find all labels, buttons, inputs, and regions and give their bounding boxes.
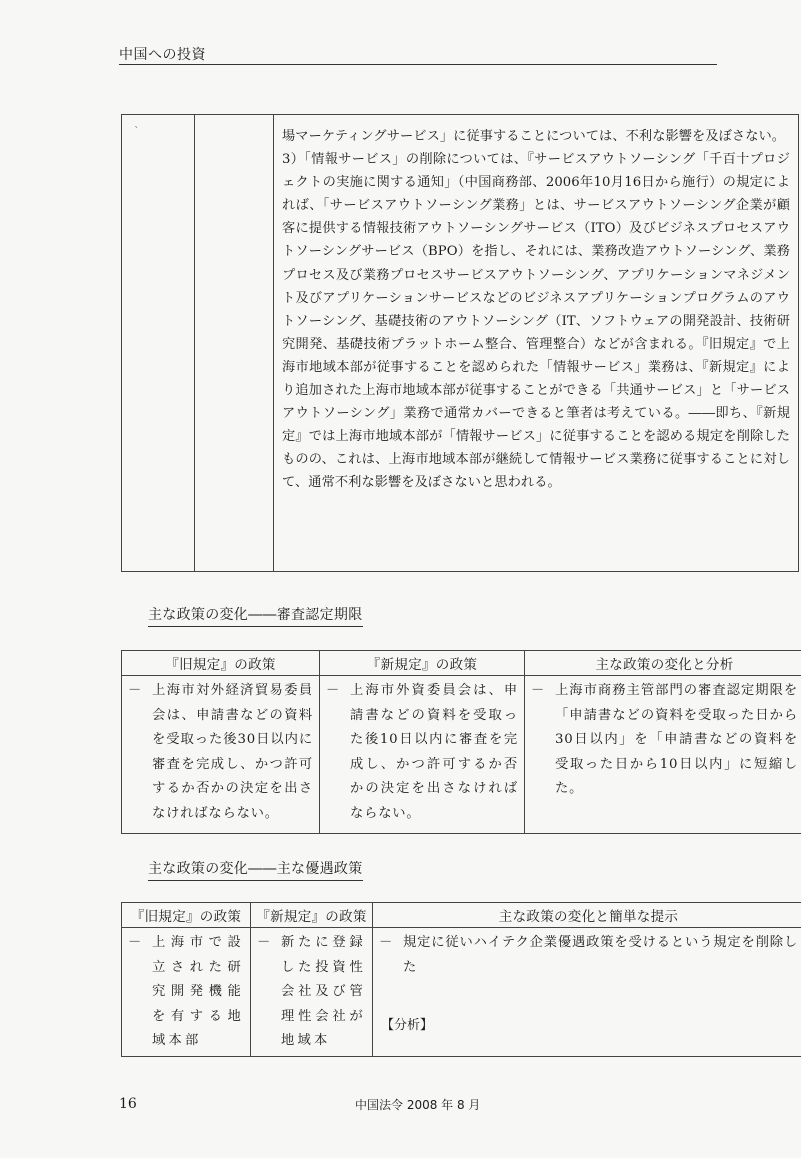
old-policy-cell <box>122 676 320 834</box>
column-header-changes: 主な政策の変化と簡単な提示 <box>373 903 801 928</box>
continuation-paragraph: 場マーケティングサービス」に従事することについては、不利な影響を及ぼさない。 <box>282 129 786 144</box>
new-policy-text: 上海市外資委員会は、申請書などの資料を受取った後10日以内に審査を完成し、かつ許可するか否かの決定を出さなければならない。 <box>350 683 518 821</box>
preferential-policy-table <box>121 902 801 1057</box>
dash-marker: － <box>379 935 393 950</box>
dash-marker: － <box>531 683 545 698</box>
section-title-preferential-policy: 主な政策の変化――主な優遇政策 <box>148 858 363 881</box>
analysis-label: 【分析】 <box>381 1018 434 1033</box>
continuation-paragraph: 3）「情報サービス」の削除については、『サービスアウトソーシング「千百十プロジェクトの実施に関する通知」（中国商務部、2006年10月16日から施行）の規定によれば、「サービスアウトソーシング業務」とは、サービスアウトソーシング企業が顧客に提供する情報技術アウトソーシングサービス（ITO）及びビジネスプロセスアウトソーシングサービス（BPO）を指し、それには、業務改造アウトソーシング、業務プロセス及び業務プロセスサービスアウトソーシング、アプリケーションマネジメント及びアプリケーションサービスなどのビジネスアプリケーションプログラムのアウトソーシング、基礎技術のアウトソーシング（IT、ソフトウェアの開発設計、技術研究開発、基礎技術プラットホーム整合、管理整合）などが含まれる。『旧規定』で上海市地域本部が従事することを認められた「情報サービス」業務は、『新規定』により追加された上海市地域本部が従事することができる「共通サービス」と「サービスアウトソーシング」業務で通常カバーできると筆者は考えている。――即ち、『新規定』では上海市地域本部が「情報サービス」に従事することを認める規定を削除したものの、これは、上海市地域本部が継続して情報サービス業務に従事することに対して、通常不利な影響を及ぼさないと思われる。 <box>282 152 790 491</box>
header-rule <box>119 64 717 65</box>
continuation-col-old <box>122 115 195 572</box>
old-policy-text: 上海市対外経済貿易委員会は、申請書などの資料を受取った後30日以内に審査を完成し、かつ許可するか否かの決定を出さなければならない。 <box>152 683 313 821</box>
dash-marker: － <box>128 683 142 698</box>
running-header-title: 中国への投資 <box>119 47 206 63</box>
dash-marker: － <box>128 935 142 950</box>
column-header-new-policy: 『新規定』の政策 <box>320 651 525 676</box>
column-header-analysis: 主な政策の変化と分析 <box>525 651 801 676</box>
section-title-review-period: 主な政策の変化――審査認定期限 <box>148 604 363 627</box>
stray-mark: ` <box>134 125 140 138</box>
column-header-new-policy: 『新規定』の政策 <box>251 903 373 928</box>
old-policy-cell <box>122 928 251 1057</box>
page-number: 16 <box>119 1096 137 1112</box>
changes-text: 規定に従いハイテク企業優遇政策を受けるという規定を削除した <box>403 935 798 975</box>
analysis-text: 上海市商務主管部門の審査認定期限を「申請書などの資料を受取った日から30日以内」を「申請書などの資料を受取った日から10日以内」に短縮した。 <box>555 683 798 796</box>
column-header-old-policy: 『旧規定』の政策 <box>122 651 320 676</box>
changes-cell <box>373 928 801 1057</box>
continuation-table <box>121 114 799 572</box>
dash-marker: － <box>326 683 340 698</box>
old-policy-text: 上海市で設立された研究開発機能を有する地域本部 <box>152 935 244 1048</box>
new-policy-cell <box>251 928 373 1057</box>
continuation-col-analysis <box>274 115 799 572</box>
review-period-table <box>121 650 801 834</box>
dash-marker: － <box>257 935 271 950</box>
publication-footer: 中国法令 2008 年 8 月 <box>355 1098 481 1112</box>
continuation-col-new <box>195 115 274 572</box>
new-policy-text: 新たに登録した投資性会社及び管理性会社が地域本 <box>281 935 366 1048</box>
column-header-old-policy: 『旧規定』の政策 <box>122 903 251 928</box>
analysis-cell <box>525 676 801 834</box>
new-policy-cell <box>320 676 525 834</box>
